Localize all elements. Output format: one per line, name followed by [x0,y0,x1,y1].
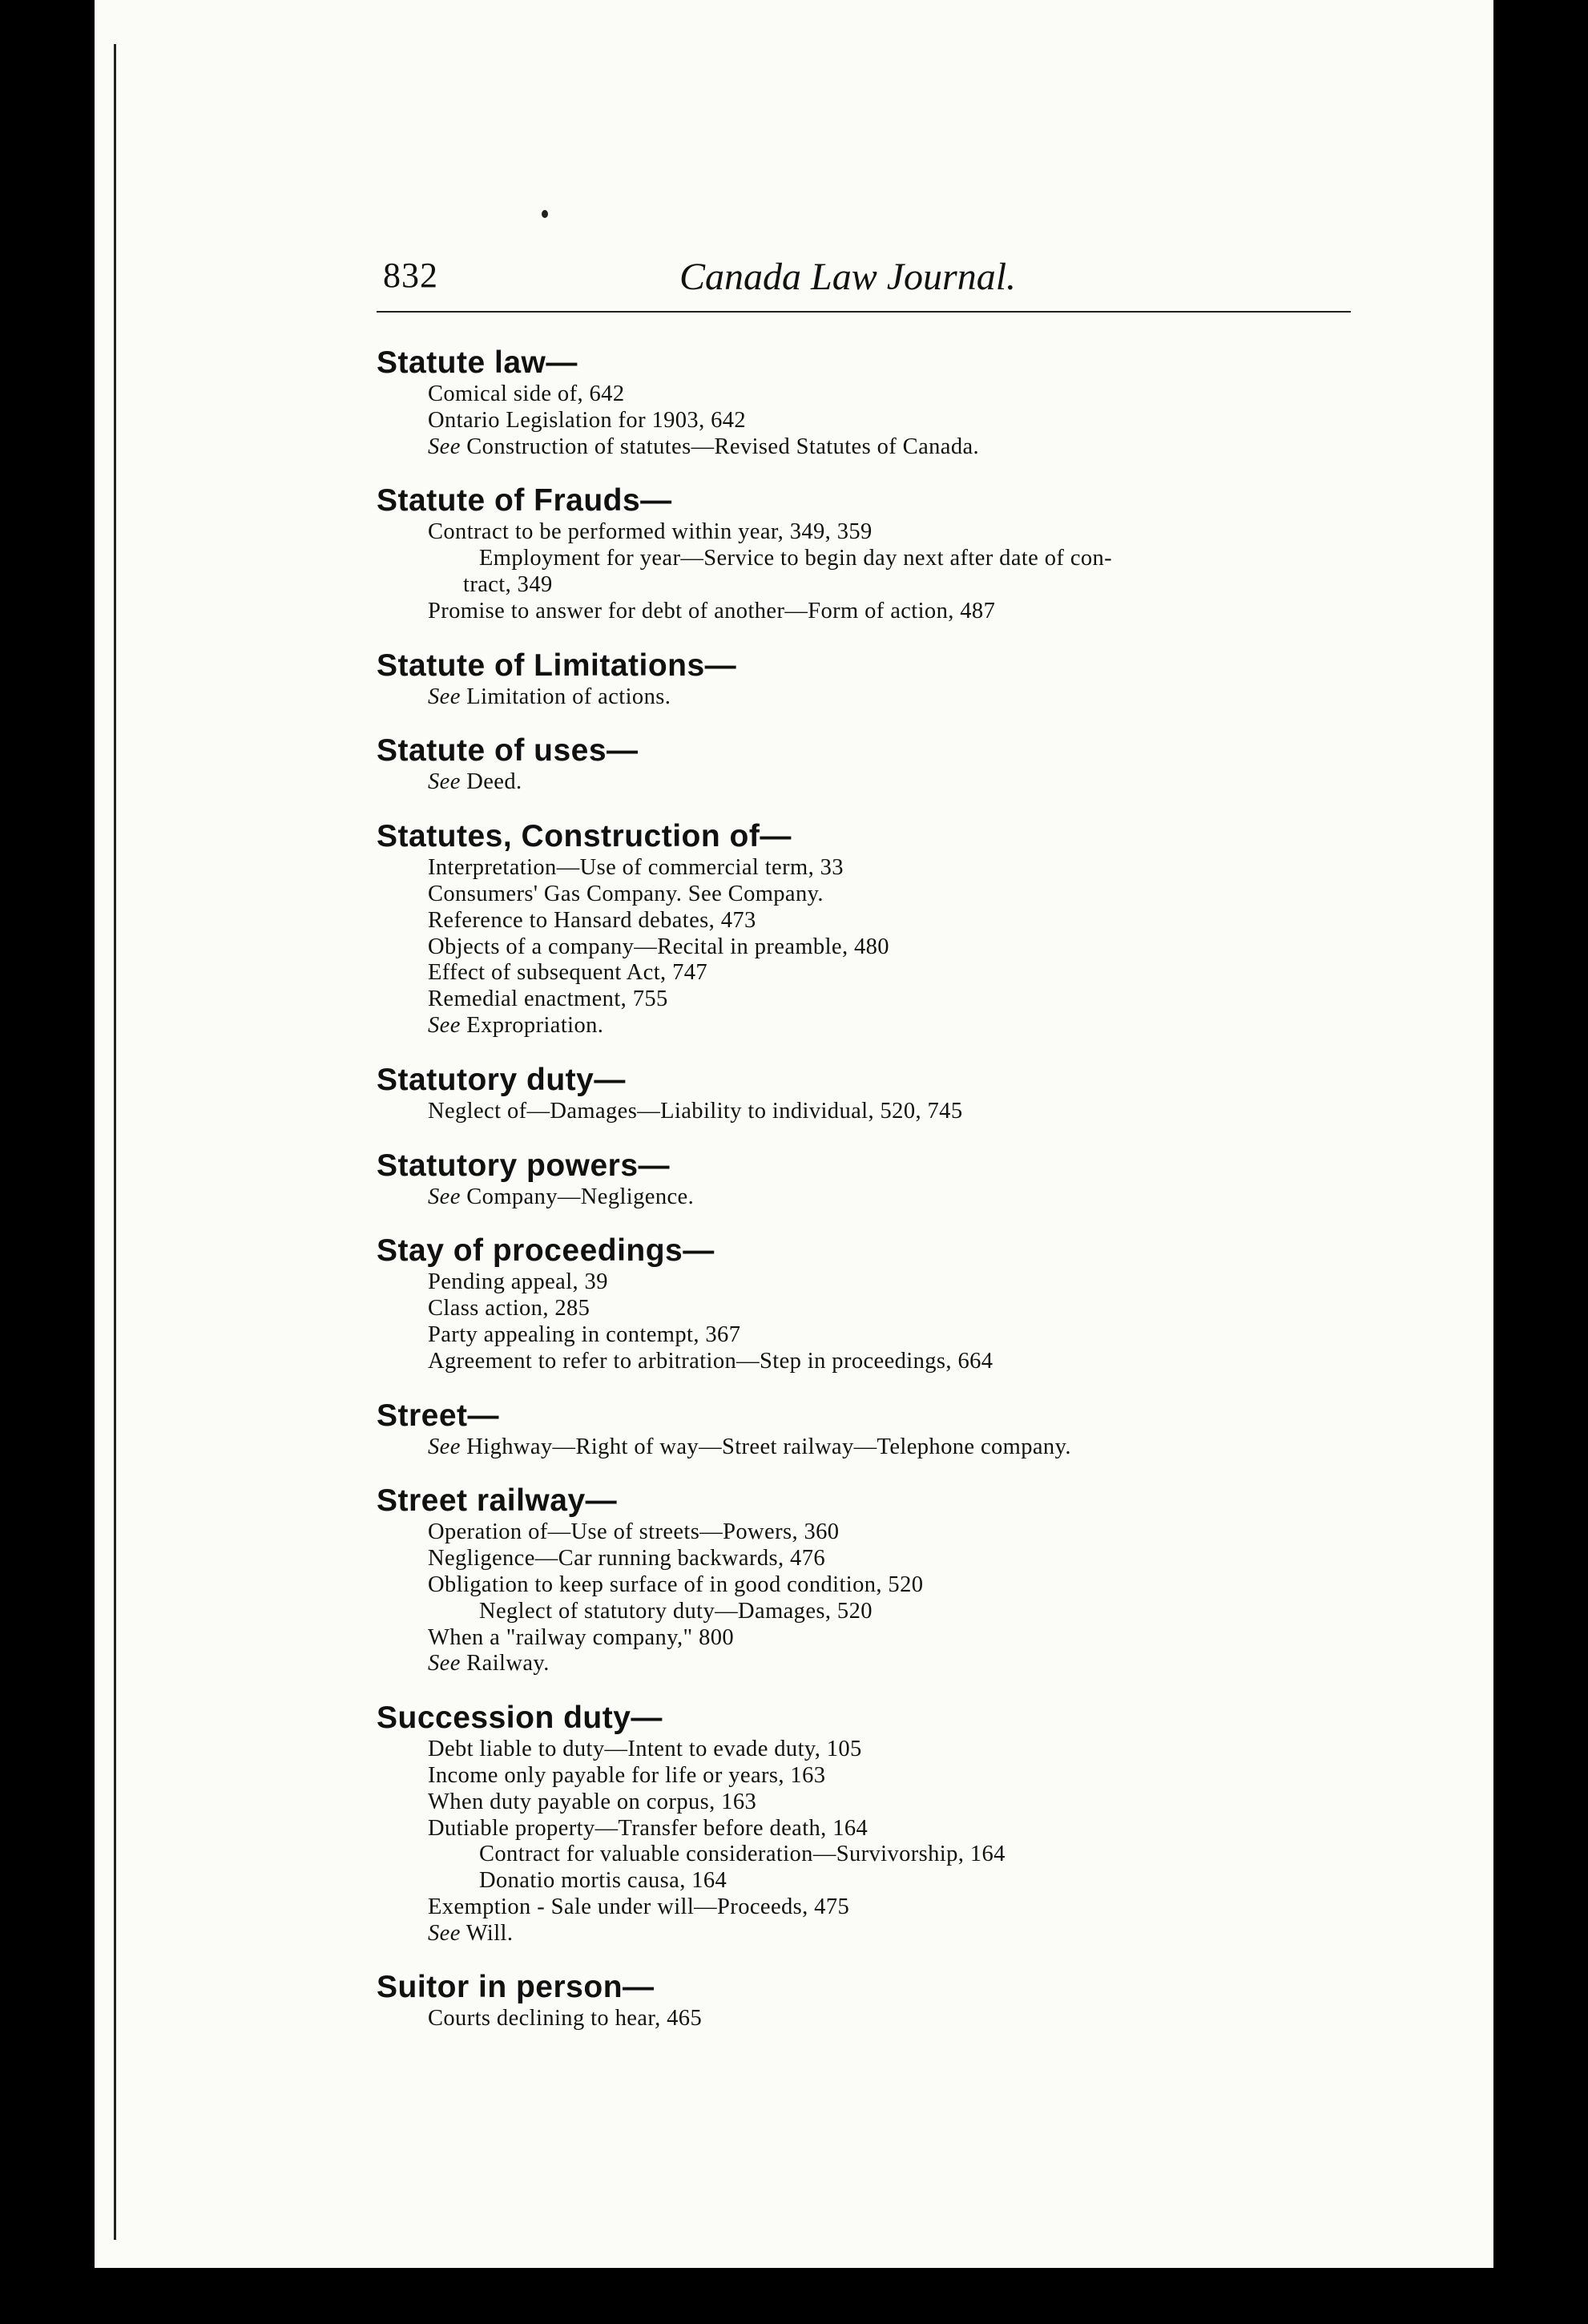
entry-line [377,855,1362,882]
line-text: Ontario Legislation for 1903, 642 [428,407,747,433]
entry-heading: Street— [377,1398,500,1433]
line-text: Exemption - Sale under will—Proceeds, 475 [428,1894,850,1919]
entry-heading: Suitor in person— [377,1970,655,2005]
entry-line [377,1763,1362,1789]
line-text: Deed. [460,769,522,795]
entry-line [377,434,1362,461]
entry-line [377,408,1362,434]
line-text: Remedial enactment, 755 [428,986,668,1012]
page-binding-edge [1493,72,1501,2236]
entry-heading: Statute of Frauds— [377,483,672,518]
entry-line [377,1737,1362,1763]
entry-heading: Statute law— [377,345,578,380]
scan-bottom-border [0,2268,1588,2324]
entry-heading: Statutory powers— [377,1148,671,1183]
see-reference: See [428,434,461,459]
line-text: Interpretation—Use of commercial term, 33 [428,855,844,881]
line-text: Courts declining to hear, 465 [428,2006,703,2031]
line-text: Company—Negligence. [460,1184,695,1209]
index-list [377,345,1362,2055]
entry-line [377,1269,1362,1296]
line-text: Agreement to refer to arbitration—Step in proceedings, 664 [428,1348,994,1374]
see-reference: See [428,1184,461,1209]
line-text: When duty payable on corpus, 163 [428,1789,757,1814]
index-entry [377,818,1362,1039]
entry-line [377,599,1362,625]
line-text: Promise to answer for debt of another—Form of action, 487 [428,598,996,623]
index-entry [377,345,1362,460]
index-entry [377,1233,1362,1374]
see-reference: See [428,1012,461,1038]
entry-line [377,1651,1362,1677]
entry-line [377,1296,1362,1322]
entry-line [377,1349,1362,1375]
index-entry [377,1148,1362,1211]
line-text: Debt liable to duty—Intent to evade duty, 105 [428,1737,862,1762]
entry-line [377,1921,1362,1947]
scan-left-border [0,0,95,2324]
line-text: Donatio mortis causa, 164 [479,1868,727,1894]
line-text: Pending appeal, 39 [428,1269,608,1295]
line-text: Objects of a company—Recital in preamble, 480 [428,934,889,959]
line-text: Contract for valuable consideration—Survivorship, 164 [479,1842,1006,1867]
entry-heading: Stay of proceedings— [377,1233,715,1269]
line-text: Consumers' Gas Company. See Company. [428,881,824,906]
line-text: Reference to Hansard debates, 473 [428,907,756,933]
entry-line [377,1816,1362,1842]
entry-line [377,1572,1362,1599]
entry-line [377,1013,1362,1039]
see-reference: See [428,1920,461,1946]
entry-line [377,1842,1362,1868]
header-rule [377,311,1351,313]
entry-line [377,1789,1362,1816]
entry-line [377,1894,1362,1921]
see-reference: See [428,1434,461,1459]
entry-heading: Succession duty— [377,1701,663,1736]
index-entry [377,648,1362,711]
line-text: Limitation of actions. [460,684,671,709]
entry-line [377,1599,1362,1625]
line-text: Dutiable property—Transfer before death, 164 [428,1815,869,1841]
entry-line [377,1099,1362,1125]
index-entry [377,1398,1362,1461]
line-text: Neglect of—Damages—Liability to individual, 520, 745 [428,1098,963,1124]
line-text: Construction of statutes—Revised Statutes of Canada. [460,434,980,459]
line-text: Income only payable for life or years, 163 [428,1762,826,1788]
line-text: Will. [460,1920,514,1946]
entry-heading: Statute of Limitations— [377,648,737,683]
scan-right-border [1493,0,1588,2324]
see-reference: See [428,1651,461,1676]
line-text: tract, 349 [463,571,553,597]
entry-line [377,1868,1362,1894]
index-entry [377,1062,1362,1125]
index-entry [377,482,1362,624]
line-text: Railway. [460,1651,550,1676]
line-text: When a "railway company," 800 [428,1624,735,1650]
entry-line [377,1625,1362,1652]
entry-heading: Statutory duty— [377,1062,626,1097]
line-text: Party appealing in contempt, 367 [428,1321,741,1347]
entry-line [377,986,1362,1013]
index-entry [377,1700,1362,1947]
entry-line [377,934,1362,961]
page-edge-line [95,44,116,2240]
entry-line [377,1184,1362,1211]
entry-line [377,1546,1362,1572]
entry-line [377,960,1362,986]
entry-line [377,381,1362,408]
entry-line [377,2006,1362,2032]
line-text: Negligence—Car running backwards, 476 [428,1546,825,1572]
entry-line [377,1322,1362,1349]
entry-line [377,519,1362,546]
entry-heading: Statutes, Construction of— [377,819,792,854]
index-entry [377,732,1362,796]
index-entry [377,1483,1362,1677]
line-text: Class action, 285 [428,1296,590,1321]
entry-heading: Street railway— [377,1483,618,1519]
entry-line [377,908,1362,934]
entry-line [377,1519,1362,1546]
line-text: Employment for year—Service to begin day next after date of con- [479,546,1113,571]
ink-speck [542,210,548,218]
page-number: 832 [383,256,438,295]
entry-line [377,684,1362,711]
entry-line [377,546,1362,572]
line-text: Contract to be performed within year, 349, 359 [428,519,873,545]
entry-line [377,1434,1362,1461]
line-text: Operation of—Use of streets—Powers, 360 [428,1519,840,1545]
running-header [383,255,1352,303]
see-reference: See [428,684,461,709]
entry-line [377,882,1362,908]
entry-heading: Statute of uses— [377,733,639,769]
journal-title: Canada Law Journal. [679,256,1017,298]
line-text: Comical side of, 642 [428,381,625,406]
line-text: Neglect of statutory duty—Damages, 520 [479,1598,873,1624]
index-entry [377,1969,1362,2032]
entry-line [377,769,1362,796]
see-reference: See [428,769,461,795]
line-text: Expropriation. [460,1012,604,1038]
line-text: Effect of subsequent Act, 747 [428,960,708,986]
line-text: Obligation to keep surface of in good condition, 520 [428,1572,924,1597]
entry-line [377,572,1362,599]
line-text: Highway—Right of way—Street railway—Telephone company. [460,1434,1071,1459]
